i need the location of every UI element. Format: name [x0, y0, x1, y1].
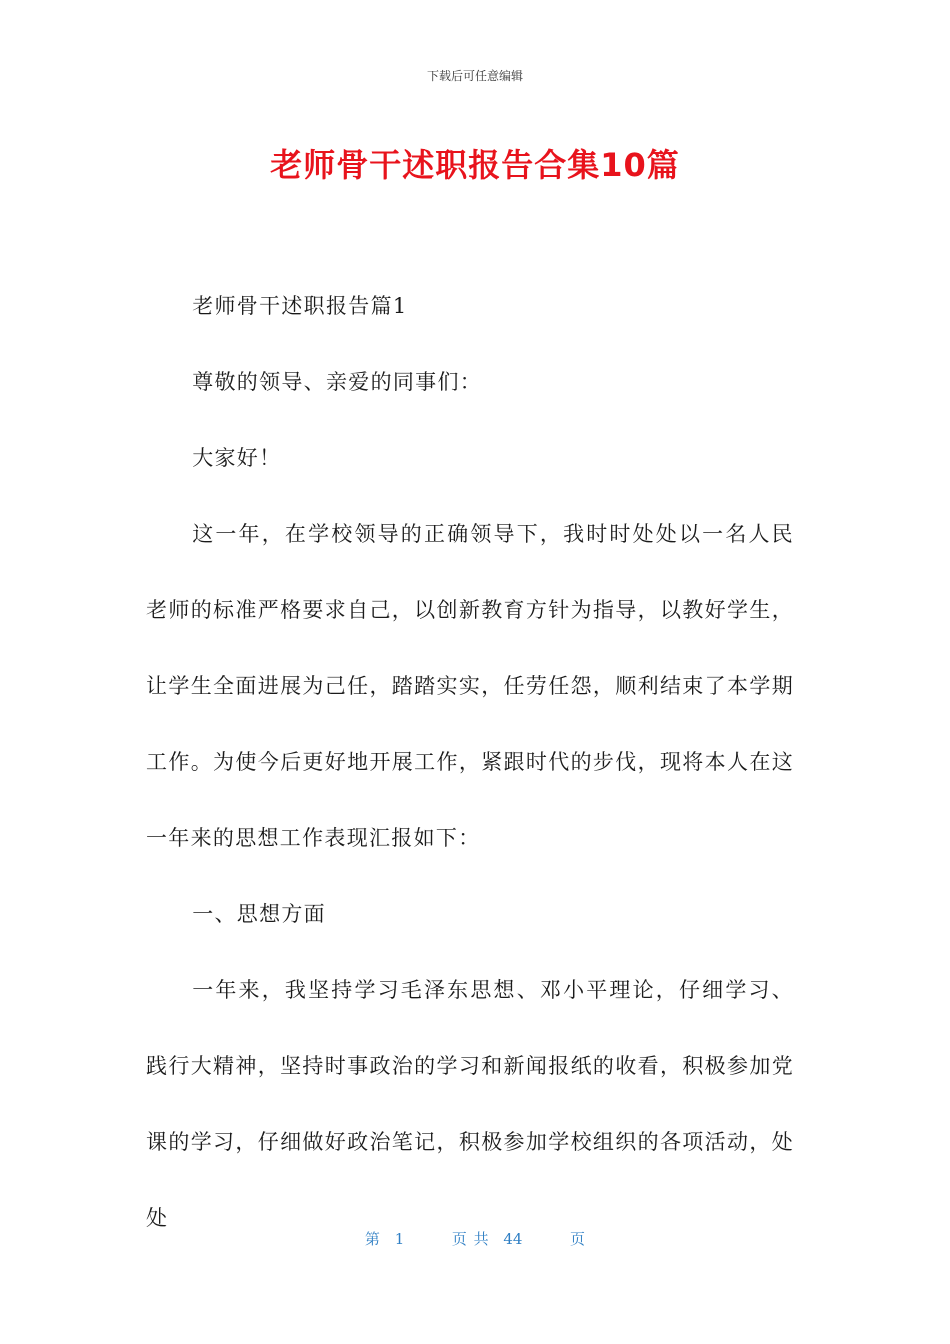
body-paragraph: 一年来，我坚持学习毛泽东思想、邓小平理论，仔细学习、践行大精神，坚持时事政治的学习和新闻报纸的收看，积极参加党课的学习，仔细做好政治笔记，积极参加学校组织的各项活动，处处 — [146, 978, 794, 1230]
footer-page-number: 1 — [394, 1230, 405, 1248]
footer-prefix: 第 — [364, 1230, 380, 1248]
footer-total-pages: 44 — [503, 1230, 523, 1248]
footer-middle: 页 共 — [451, 1230, 489, 1248]
section-heading: 老师骨干述职报告篇1 — [192, 294, 408, 318]
page-footer — [0, 1228, 950, 1249]
greeting: 大家好！ — [192, 446, 282, 470]
footer-suffix: 页 — [570, 1230, 586, 1248]
document-body — [146, 268, 794, 1256]
body-paragraph: 这一年，在学校领导的正确领导下，我时时处处以一名人民老师的标准严格要求自己，以创新教育方针为指导，以教好学生，让学生全面进展为己任，踏踏实实，任劳任怨，顺利结束了本学期工作。为使今后更好地开展工作，紧跟时代的步伐，现将本人在这一年来的思想工作表现汇报如下： — [146, 522, 794, 850]
salutation: 尊敬的领导、亲爱的同事们： — [192, 370, 483, 394]
subsection-heading: 一、思想方面 — [192, 902, 326, 926]
document-title: 老师骨干述职报告合集10篇 — [270, 146, 680, 184]
header-note: 下载后可任意编辑 — [426, 69, 523, 83]
